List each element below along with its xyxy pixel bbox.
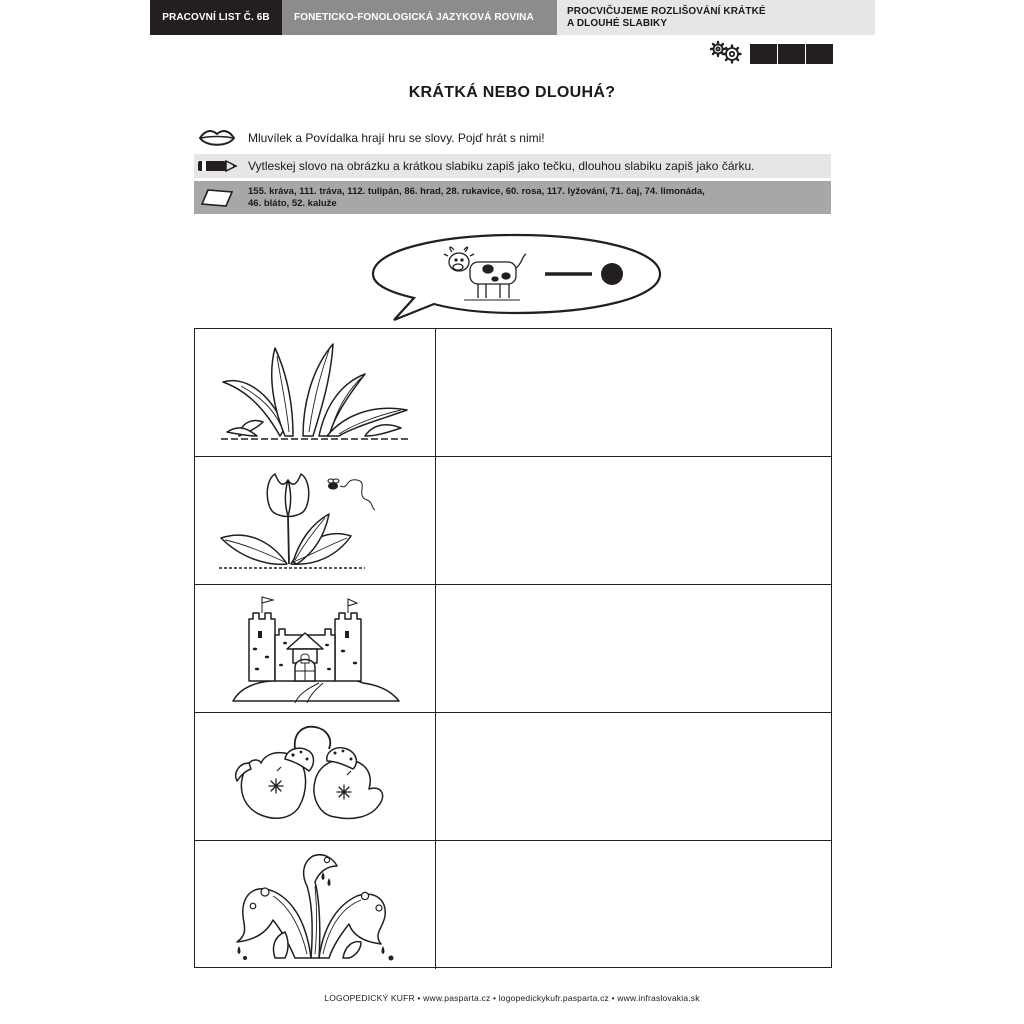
answer-grid [194, 328, 832, 968]
lips-icon [194, 126, 240, 150]
picture-cell [195, 841, 436, 969]
answer-cell[interactable] [436, 457, 831, 584]
instruction-text: Vytleskej slovo na obrázku a krátkou slabiku zapiš jako tečku, dlouhou slabiku zapiš jako čárku. [248, 159, 755, 173]
sheet-topic-line2: A DLOUHÉ SLABIKY [567, 17, 668, 29]
mittens-icon [215, 719, 415, 835]
grid-row-grass [195, 329, 831, 457]
short-syllable-mark [601, 263, 623, 285]
grid-row-mittens [195, 713, 831, 841]
answer-cell[interactable] [436, 841, 831, 969]
picture-cell [195, 585, 436, 712]
page-footer: LOGOPEDICKÝ KUFR • www.pasparta.cz • logopedickykufr.pasparta.cz • www.infraslovakia.sk [324, 993, 700, 1003]
card-icon [194, 181, 240, 214]
difficulty-level [750, 44, 834, 64]
difficulty-box [750, 44, 777, 64]
sheet-topic [557, 0, 875, 35]
sheet-number: PRACOVNÍ LIST Č. 6B [150, 0, 282, 35]
word-list [240, 186, 705, 210]
dew-plant-icon [215, 846, 415, 964]
answer-cell[interactable] [436, 713, 831, 840]
page-title: KRÁTKÁ NEBO DLOUHÁ? [408, 84, 616, 101]
picture-cell [195, 713, 436, 840]
grass-icon [215, 338, 415, 448]
answer-cell[interactable] [436, 329, 831, 456]
sheet-category: FONETICKO-FONOLOGICKÁ JAZYKOVÁ ROVINA [282, 0, 557, 35]
worksheet-header [150, 0, 875, 35]
instruction-motivation [194, 126, 831, 150]
picture-cell [195, 457, 436, 584]
gears-icon [709, 40, 743, 64]
pencil-icon [194, 154, 240, 178]
castle-icon [215, 591, 415, 707]
difficulty-box [806, 44, 833, 64]
sheet-topic-line1: PROCVIČUJEME ROZLIŠOVÁNÍ KRÁTKÉ [567, 5, 766, 17]
grid-row-tulip [195, 457, 831, 585]
grid-row-dew-plant [195, 841, 831, 969]
instruction-task [194, 154, 831, 178]
answer-cell[interactable] [436, 585, 831, 712]
tulip-icon [215, 466, 415, 576]
instruction-word-list [194, 181, 831, 214]
picture-cell [195, 329, 436, 456]
example-speech-bubble [368, 232, 664, 322]
word-list-line1: 155. kráva, 111. tráva, 112. tulipán, 86. hrad, 28. rukavice, 60. rosa, 117. lyžování, 71. čaj, 74. limonáda, [248, 185, 705, 197]
word-list-line2: 46. bláto, 52. kaluže [248, 197, 337, 209]
grid-row-castle [195, 585, 831, 713]
instruction-text: Mluvílek a Povídalka hrají hru se slovy. Pojď hrát s nimi! [248, 131, 545, 145]
difficulty-box [778, 44, 805, 64]
bee-icon [328, 479, 339, 489]
